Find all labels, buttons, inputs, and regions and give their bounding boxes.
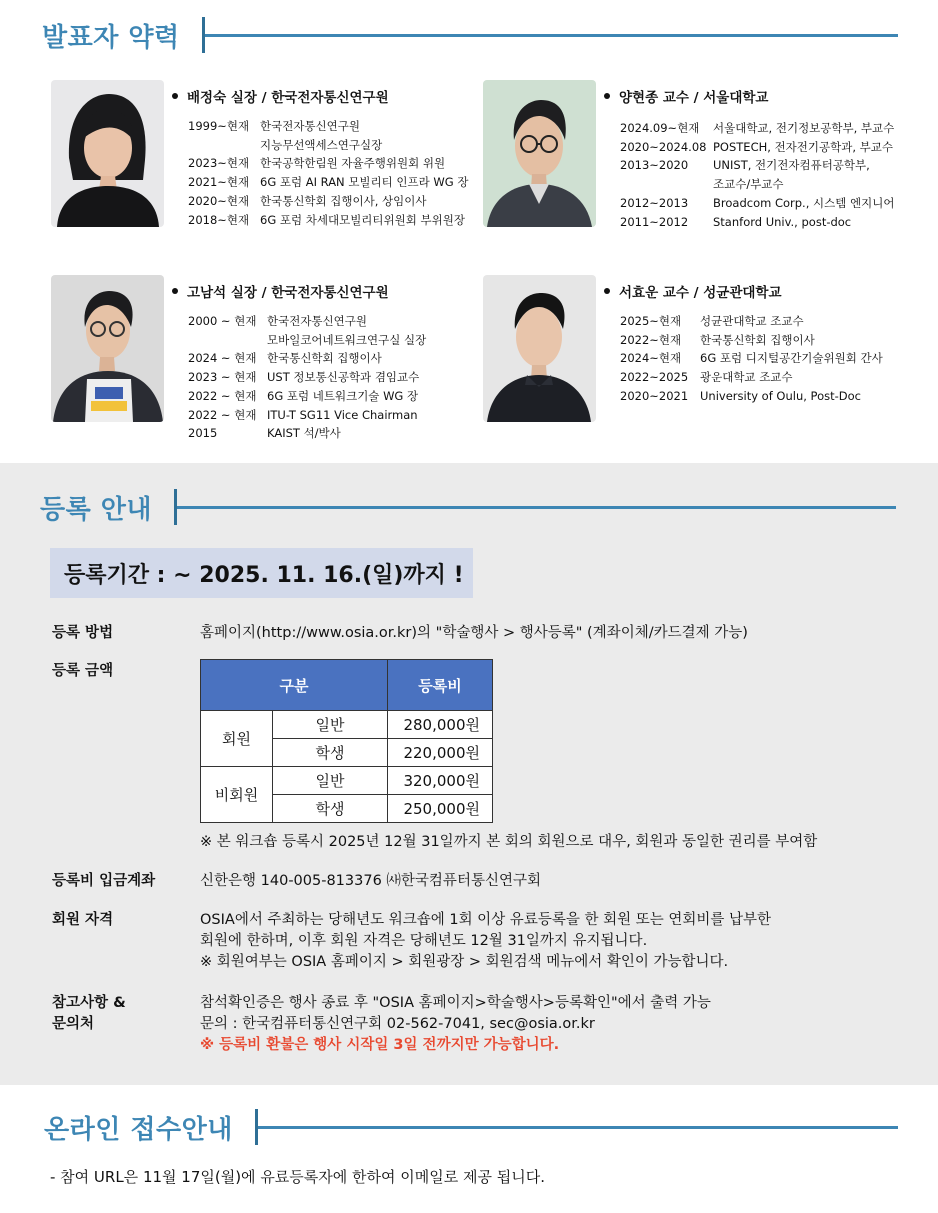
speaker-heading: 배정숙 실장 / 한국전자통신연구원 [172,86,389,106]
career-description: 한국전자통신연구원 [267,314,367,328]
notes-line: 문의 : 한국컴퓨터통신연구회 02-562-7041, sec@osia.or.kr [200,1016,595,1032]
career-description: UNIST, 전기전자컴퓨터공학부, [713,158,870,173]
speaker-heading: 서효운 교수 / 성균관대학교 [604,281,781,301]
speaker-photo [483,80,596,227]
career-description: 한국공학한림원 자율주행위원회 위원 [260,156,446,171]
speaker-photo [51,275,164,422]
online-section-title [44,1107,898,1147]
career-description: 조교수/부교수 [713,177,784,192]
career-period: 2000 ~ 현재 [188,314,257,328]
speaker-photo [483,275,596,422]
career-row [188,387,426,406]
bullet-icon [604,288,610,294]
career-description: UST 정보통신공학과 겸임교수 [267,370,420,385]
section-heading: 발표자 약력 [42,22,180,53]
table-row [201,711,493,739]
career-row [188,406,426,425]
career-period: 2024 ~ 현재 [188,351,257,366]
career-row [188,192,468,211]
title-rule [205,34,898,37]
career-description: 한국전자통신연구원 [260,119,360,133]
career-period: 2022~현재 [620,332,682,347]
online-info-text: - 참여 URL은 11월 17일(월)에 유료등록자에 한하여 이메일로 제공 됩니다. [50,1168,545,1186]
fee-table-header-category: 구분 [201,660,388,711]
career-row [188,211,468,230]
fee-amount-cell: 320,000원 [388,767,493,795]
speaker-heading: 고남석 실장 / 한국전자통신연구원 [172,281,389,301]
career-description: Broadcom Corp., 시스템 엔지니어 [713,195,895,210]
career-period [188,331,267,350]
method-text: 홈페이지(http://www.osia.or.kr)의 "학술행사 > 행사등록" (계좌이체/카드결제 가능) [200,625,748,641]
section-heading: 온라인 접수안내 [44,1114,233,1145]
fee-amount-cell: 250,000원 [388,795,493,823]
speaker-career-list [620,119,894,231]
career-period [620,175,713,194]
registration-deadline-banner: 등록기간 : ~ 2025. 11. 16.(일)까지 ! [50,548,473,598]
refund-note: ※ 등록비 환불은 행사 시작일 3일 전까지만 가능합니다. [200,1037,560,1053]
career-row [620,175,894,194]
career-row [188,331,426,350]
career-period: 2025~현재 [620,314,682,328]
speakers-section-title [42,15,898,55]
career-row [620,368,883,387]
career-description: 한국통신학회 집행이사, 상임이사 [260,193,427,208]
fee-note: ※ 본 워크숍 등록시 2025년 12월 31일까지 본 회의 회원으로 대우, 회원과 동일한 권리를 부여함 [200,834,818,850]
membership-line: OSIA에서 주최하는 당해년도 워크숍에 1회 이상 유료등록을 한 회원 또는 연회비를 납부한 [200,912,771,928]
member-type-cell: 학생 [273,739,388,767]
speaker-career-list [188,117,468,229]
notes-label: 문의처 [52,1016,95,1032]
bullet-icon [172,288,178,294]
career-description: 한국통신학회 집행이사 [700,332,815,347]
career-row [188,173,468,192]
career-period: 2011~2012 [620,214,689,229]
career-period: 2022~2025 [620,370,689,385]
speaker-photo [51,80,164,227]
career-period [188,136,260,155]
career-period: 2024~현재 [620,351,682,366]
career-row [620,119,894,138]
member-group-cell: 회원 [201,711,273,767]
career-row [188,154,468,173]
career-description: ITU-T SG11 Vice Chairman [267,407,418,422]
career-period: 2023 ~ 현재 [188,370,257,385]
member-type-cell: 학생 [273,795,388,823]
career-period: 2020~2024.08 [620,139,707,154]
career-description: 모바일코어네트워크연구실 실장 [267,332,427,347]
career-period: 2022 ~ 현재 [188,407,257,422]
fee-label: 등록 금액 [52,663,114,679]
section-heading: 등록 안내 [40,494,153,525]
career-row [188,117,468,136]
career-row [620,194,894,213]
career-row [620,331,883,350]
career-row [620,349,883,368]
career-description: 6G 포럼 차세대모빌리티위원회 부위원장 [260,212,465,227]
career-row [620,156,894,175]
member-type-cell: 일반 [273,767,388,795]
career-description: 6G 포럼 네트워크기술 WG 장 [267,388,419,403]
career-description: 6G 포럼 디지털공간기술위원회 간사 [700,351,883,366]
career-row [620,387,883,406]
membership-line: 회원에 한하며, 이후 회원 자격은 당해년도 12월 31일까지 유지됩니다. [200,933,648,949]
career-row [188,368,426,387]
career-period: 2021~현재 [188,175,250,190]
member-type-cell: 일반 [273,711,388,739]
career-description: 광운대학교 조교수 [700,370,793,385]
career-period: 2020~현재 [188,193,250,208]
career-description: 지능무선액세스연구실장 [260,137,383,152]
career-row [620,138,894,157]
career-period: 1999~현재 [188,119,250,133]
fee-table [200,659,493,823]
speaker-heading: 양현종 교수 / 서울대학교 [604,86,768,106]
career-period: 2018~현재 [188,212,250,227]
career-row [620,213,894,232]
career-period: 2013~2020 [620,158,689,173]
speaker-career-list [188,312,426,443]
career-description: Stanford Univ., post-doc [713,214,852,229]
career-period: 2022 ~ 현재 [188,388,257,403]
speaker-career-list [620,312,883,406]
title-rule [177,506,896,509]
career-row [188,312,426,331]
membership-line: ※ 회원여부는 OSIA 홈페이지 > 회원광장 > 회원검색 메뉴에서 확인이 가능합니다. [200,954,729,970]
fee-amount-cell: 220,000원 [388,739,493,767]
title-rule [258,1126,898,1129]
account-label: 등록비 입금계좌 [52,873,156,889]
career-period: 2024.09~현재 [620,121,700,135]
career-period: 2012~2013 [620,195,689,210]
member-group-cell: 비회원 [201,767,273,823]
career-row [620,312,883,331]
career-description: 6G 포럼 AI RAN 모빌리티 인프라 WG 장 [260,175,469,190]
career-description: POSTECH, 전자전기공학과, 부교수 [713,139,893,154]
account-text: 신한은행 140-005-813376 ㈔한국컴퓨터통신연구회 [200,873,541,889]
career-description: University of Oulu, Post-Doc [700,388,861,403]
career-description: 성균관대학교 조교수 [700,314,804,328]
career-description: 서울대학교, 전기정보공학부, 부교수 [713,121,895,135]
method-label: 등록 방법 [52,625,114,641]
registration-section-title [40,487,896,527]
career-description: KAIST 석/박사 [267,426,341,441]
bullet-icon [172,93,178,99]
fee-amount-cell: 280,000원 [388,711,493,739]
career-row [188,424,426,443]
career-row [188,136,468,155]
career-description: 한국통신학회 집행이사 [267,351,382,366]
fee-table-header-fee: 등록비 [388,660,493,711]
bullet-icon [604,93,610,99]
career-period: 2023~현재 [188,156,250,171]
membership-label: 회원 자격 [52,912,114,928]
career-period: 2015 [188,426,218,441]
career-period: 2020~2021 [620,388,689,403]
notes-line: 참석확인증은 행사 종료 후 "OSIA 홈페이지>학술행사>등록확인"에서 출력 가능 [200,995,711,1011]
career-row [188,349,426,368]
table-row [201,767,493,795]
notes-label: 참고사항 & [52,995,126,1011]
